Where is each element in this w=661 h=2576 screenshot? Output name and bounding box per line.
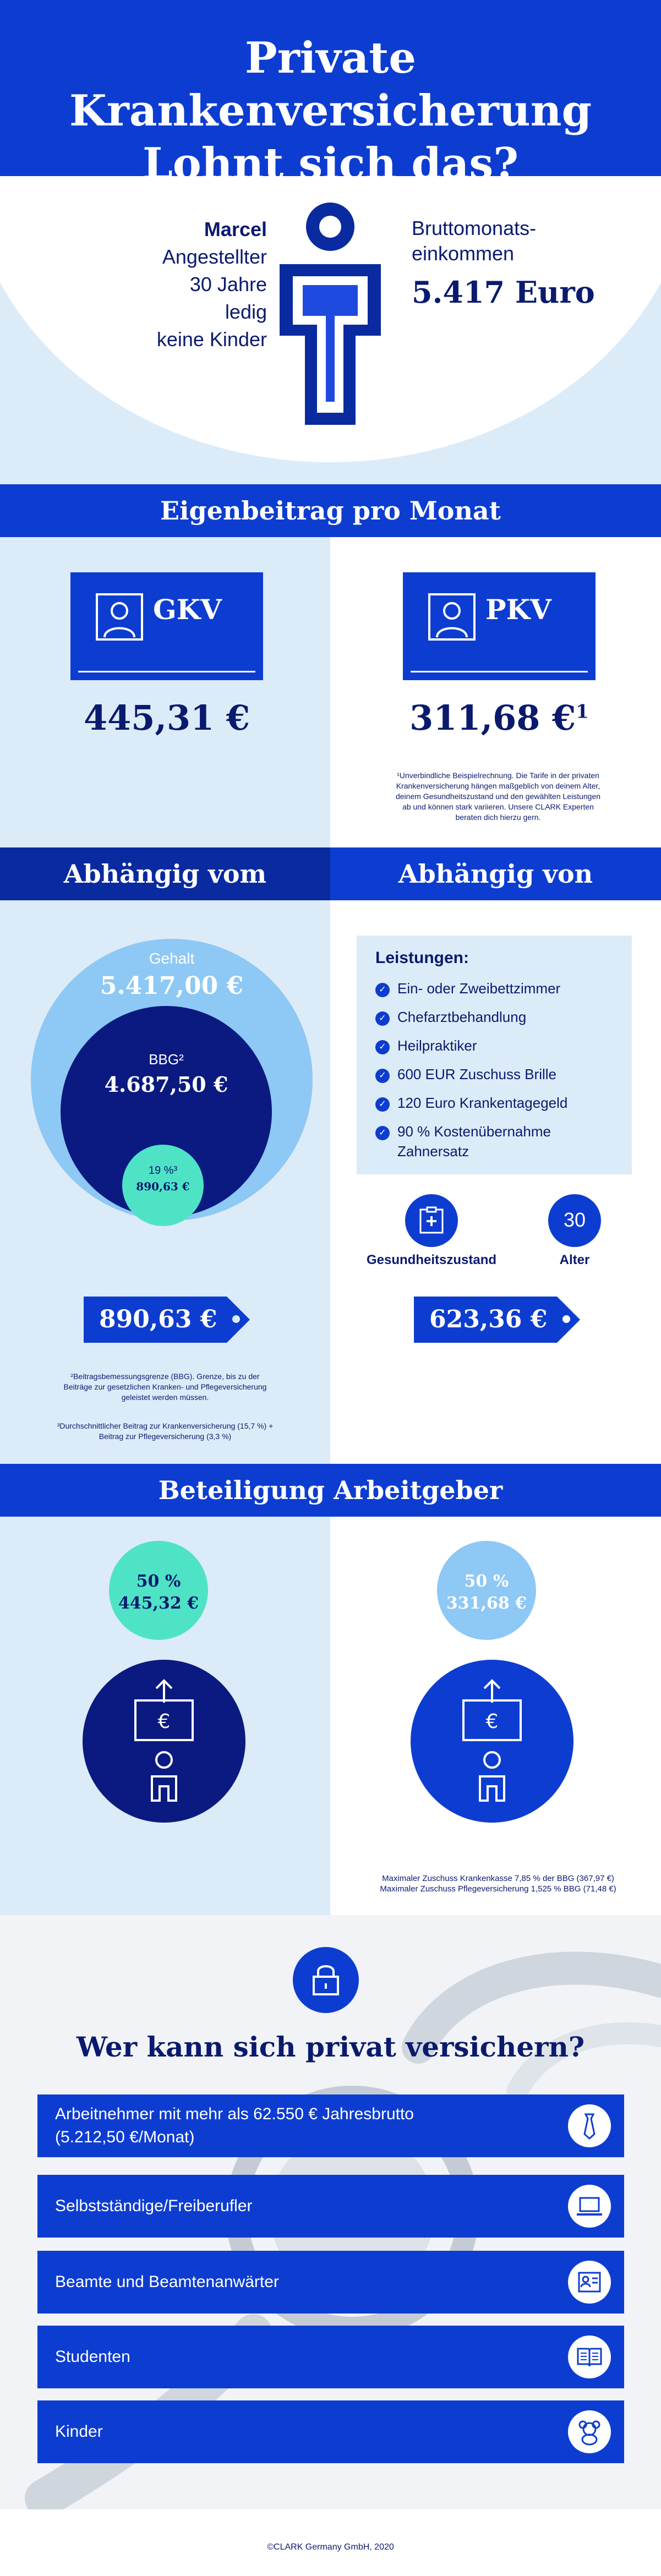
id-card-icon: [576, 2268, 603, 2296]
bbg-footnote: [22, 1371, 308, 1403]
check-icon: ✓: [375, 983, 390, 997]
gkv-share-pct: 50 %: [136, 1572, 181, 1591]
leistungen-title: Leistungen:: [375, 949, 469, 967]
gkv-result-value: 890,63 €: [99, 1305, 217, 1333]
tie-icon: [576, 2112, 603, 2140]
gkv-card: [70, 572, 263, 680]
employer-money-icon: [459, 1678, 525, 1805]
pct-footnote-line: ³Durchschnittlicher Beitrag zur Krankenversicherung (15,7 %) +: [57, 1421, 274, 1430]
leistung-item: [375, 1064, 556, 1084]
pkv-footnote-line: ¹Unverbindliche Beispielrechnung. Die Tarife in der privaten: [397, 771, 599, 780]
pct-footnote: [22, 1421, 308, 1442]
leistung-label: Chefarztbehandlung: [397, 1009, 527, 1025]
check-icon: ✓: [375, 1097, 390, 1112]
eligible-label: Kinder: [55, 2422, 103, 2441]
leistung-item: [375, 1007, 526, 1027]
pkv-price-value: 311,68 €: [409, 698, 576, 738]
svg-text:€: €: [157, 1710, 171, 1733]
gkv-price: 445,31 €: [83, 698, 250, 738]
health-label: Gesundheitszustand: [366, 1253, 497, 1267]
pkv-footnote-line: ab und können stark variieren. Unsere CLARK Experten: [402, 802, 594, 811]
pkv-footnote-line: Krankenversicherung hängen maßgeblich von deinem Alter,: [396, 781, 600, 790]
eligible-icon-circle: [568, 2185, 611, 2228]
wer-kann-title: Wer kann sich privat versichern?: [76, 2031, 585, 2063]
income-block: [412, 216, 595, 311]
employer-max-note: [341, 1873, 655, 1894]
income-label-line-1: Bruttomonats-: [412, 217, 537, 239]
person-status: ledig: [225, 300, 267, 323]
eligible-label: Arbeitnehmer mit mehr als 62.550 € Jahresbrutto: [55, 2105, 414, 2123]
leistung-label: Heilpraktiker: [397, 1037, 477, 1054]
section-title-arbeitgeber: Beteiligung Arbeitgeber: [158, 1475, 503, 1505]
bbg-footnote-line: Beiträge zur gesetzlichen Kranken- und Pflegeversicherung: [63, 1382, 267, 1391]
gkv-result-tag: [84, 1297, 227, 1343]
lock-icon: [312, 1961, 340, 1997]
check-icon: ✓: [375, 1011, 390, 1026]
eligible-row-text: [55, 2094, 414, 2157]
check-icon: ✓: [375, 1069, 390, 1083]
gehalt-label: Gehalt: [149, 950, 195, 967]
leistung-label: 600 EUR Zuschuss Brille: [397, 1066, 556, 1082]
page-title: [0, 32, 661, 190]
leistung-item: [375, 978, 560, 998]
section-bar-abhaengig-left: [0, 847, 330, 900]
beitrag-value: 890,63 €: [136, 1180, 190, 1193]
pct-footnote-line: Beitrag zur Pflegeversicherung (3,3 %): [99, 1432, 232, 1441]
title-line-2: Lohnt sich das?: [142, 139, 519, 189]
person-job: Angestellter: [162, 245, 267, 268]
eligible-row: [37, 2326, 624, 2388]
gkv-label: GKV: [153, 593, 222, 626]
pkv-user-icon: [428, 593, 476, 641]
pkv-footnote-line: deinem Gesundheitszustand und den gewählten Leistungen: [395, 792, 601, 801]
pkv-footnote-mark: 1: [576, 701, 589, 723]
beitrag-pct: 19 %³: [148, 1164, 178, 1177]
employer-money-icon: [131, 1678, 197, 1805]
gkv-share-value: 445,32 €: [118, 1594, 199, 1613]
pkv-result-value: 623,36 €: [429, 1305, 548, 1333]
section-bar-arbeitgeber: [0, 1464, 661, 1517]
copyright: ©CLARK Germany GmbH, 2020: [267, 2542, 394, 2552]
leistung-item: [375, 1093, 567, 1113]
section-title-eigenbeitrag: Eigenbeitrag pro Monat: [160, 496, 501, 526]
bbg-footnote-line: geleistet werden müssen.: [121, 1393, 209, 1402]
leistung-label: Ein- oder Zweibettzimmer: [397, 980, 561, 997]
age-value: 30: [563, 1208, 586, 1231]
age-label: Alter: [559, 1253, 590, 1267]
leistung-label: 120 Euro Krankentagegeld: [397, 1095, 568, 1111]
leistungen-box: [357, 936, 632, 1174]
title-line-1: Private Krankenversicherung: [69, 33, 592, 136]
pkv-share-pct: 50 %: [464, 1572, 509, 1591]
teddy-icon: [576, 2418, 603, 2446]
person-details: [157, 216, 267, 353]
employer-note-line: Maximaler Zuschuss Pflegeversicherung 1,525 % BBG (71,48 €): [380, 1884, 616, 1894]
pkv-footnote-line: beraten dich hierzu gern.: [455, 813, 541, 822]
person-name: Marcel: [204, 218, 267, 240]
section-bar-abhaengig-right: [330, 847, 661, 900]
eligible-row: [37, 2400, 624, 2463]
section-title-abhaengig-vom: Abhängig vom: [63, 859, 267, 889]
section-title-abhaengig-von: Abhängig von: [398, 859, 593, 889]
pkv-card: [403, 572, 596, 680]
hero-section: [0, 0, 661, 484]
eligible-icon-circle: [568, 2104, 611, 2147]
leistung-item: [375, 1122, 551, 1161]
gehalt-value: 5.417,00 €: [100, 972, 244, 1000]
check-icon: ✓: [375, 1040, 390, 1054]
bbg-footnote-line: ²Beitragsbemessungsgrenze (BBG). Grenze, bis zu der: [70, 1372, 260, 1381]
gkv-user-icon: [96, 593, 143, 641]
health-record-icon: [418, 1206, 445, 1235]
book-icon: [576, 2343, 603, 2371]
svg-text:€: €: [485, 1710, 499, 1733]
bbg-label: BBG²: [149, 1051, 184, 1068]
laptop-icon: [576, 2192, 603, 2220]
pkv-price: [362, 698, 637, 738]
eligible-label: Beamte und Beamtenanwärter: [55, 2273, 279, 2291]
eligible-label: Selbstständige/Freiberufler: [55, 2197, 253, 2215]
eligible-row: [37, 2175, 624, 2238]
leistung-label: Zahnersatz: [397, 1143, 469, 1160]
eligible-row: [37, 2094, 624, 2157]
tag-hole: [232, 1315, 240, 1323]
wer-kann-section: [0, 1915, 661, 2509]
eligible-sublabel: (5.212,50 €/Monat): [55, 2128, 195, 2146]
income-label-line-2: einkommen: [412, 242, 515, 265]
bbg-value: 4.687,50 €: [104, 1072, 228, 1097]
pkv-result-tag: [414, 1297, 557, 1343]
pkv-footnote: [347, 770, 649, 823]
section-bar-eigenbeitrag: [0, 484, 661, 537]
leistung-item: [375, 1036, 477, 1055]
tag-hole: [562, 1315, 570, 1323]
person-kids: keine Kinder: [156, 328, 267, 351]
leistung-label: 90 % Kostenübernahme: [397, 1123, 551, 1140]
employer-note-line: Maximaler Zuschuss Krankenkasse 7,85 % der BBG (367,97 €): [382, 1874, 614, 1883]
eligible-label: Studenten: [55, 2348, 130, 2366]
check-icon: ✓: [375, 1126, 390, 1140]
eligible-row: [37, 2251, 624, 2314]
eligible-icon-circle: [568, 2336, 611, 2378]
income-value: 5.417 Euro: [412, 275, 595, 310]
person-age: 30 Jahre: [189, 273, 267, 296]
pkv-share-value: 331,68 €: [446, 1594, 527, 1613]
eligible-icon-circle: [568, 2410, 611, 2453]
eligible-icon-circle: [568, 2261, 611, 2304]
person-figure-icon: [274, 198, 386, 429]
pkv-label: PKV: [485, 593, 551, 626]
